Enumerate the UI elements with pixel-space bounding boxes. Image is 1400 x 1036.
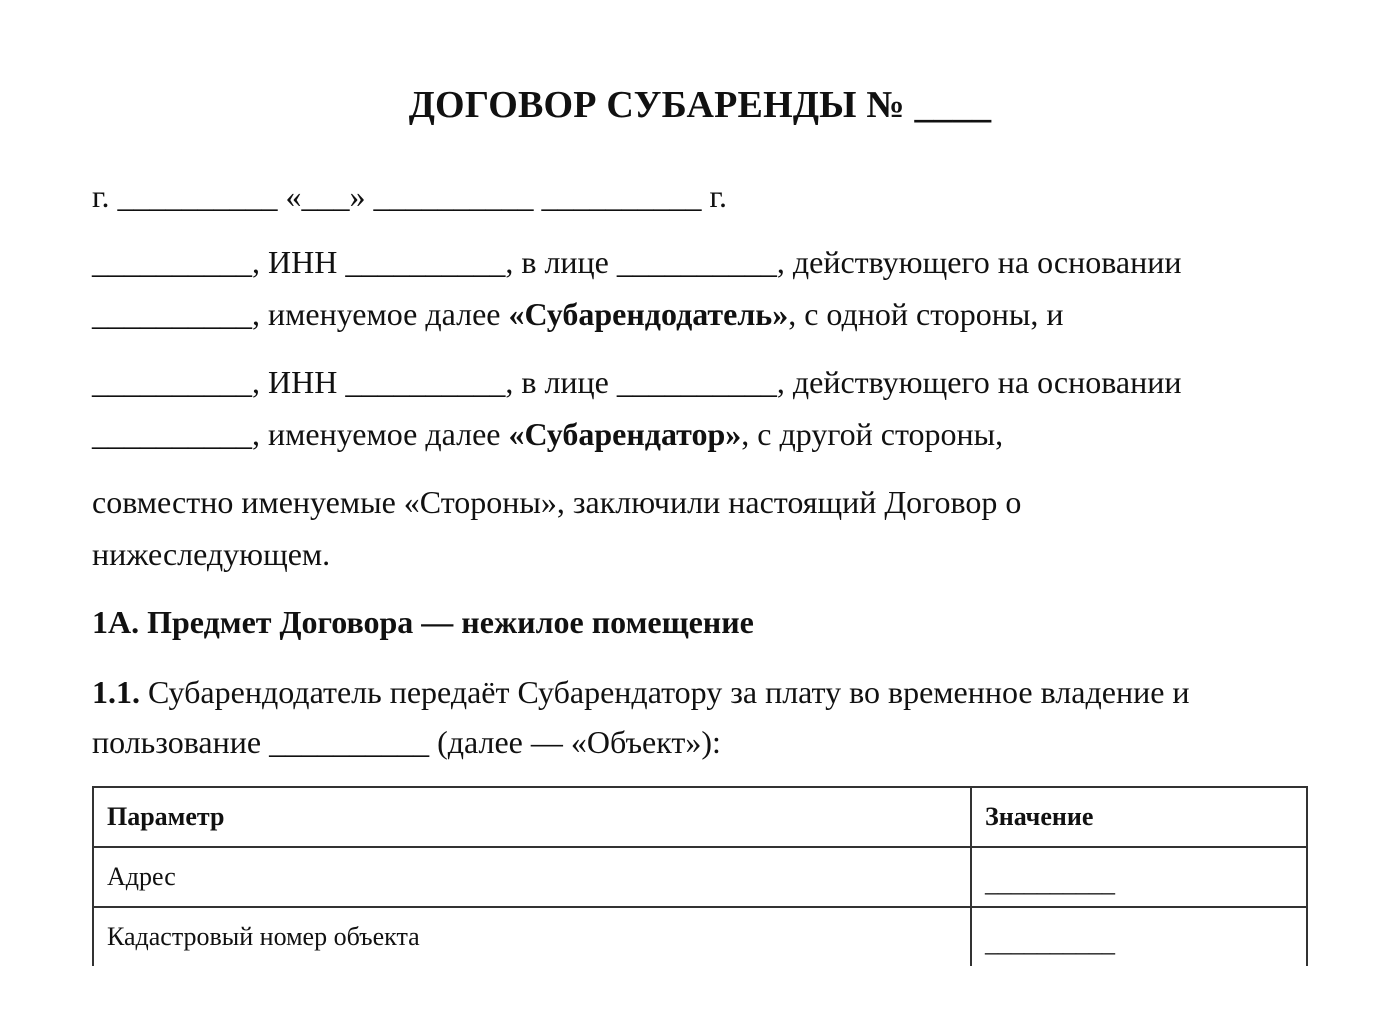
table-cell-parameter: Кадастровый номер объекта [94, 908, 972, 966]
party1-line2-pre: __________, именуемое далее [92, 296, 509, 332]
party1-role: «Субарендодатель» [508, 296, 789, 332]
party1-line2-post: , с одной стороны, и [788, 296, 1064, 332]
clause-1-1-number: 1.1. [92, 674, 140, 710]
party2-line2-post: , с другой стороны, [741, 416, 1004, 452]
table-row [94, 908, 1306, 966]
party2-role: «Субарендатор» [508, 416, 742, 452]
clause-1-1-text: Субарендодатель передаёт Субарендатору за плату во временное владение и [140, 674, 1190, 710]
preamble-line1: совместно именуемые «Стороны», заключили настоящий Договор о [92, 484, 1022, 520]
table-cell-parameter: Адрес [94, 848, 972, 906]
table-cell-value: __________ [985, 868, 1115, 897]
preamble-line2: нижеследующем. [92, 536, 331, 572]
party2-line2-pre: __________, именуемое далее [92, 416, 509, 452]
table-header-parameter: Параметр [94, 788, 972, 846]
table-header-value: Значение [985, 802, 1094, 831]
table-header-row [94, 788, 1306, 848]
document-title: ДОГОВОР СУБАРЕНДЫ № ____ [408, 84, 992, 126]
object-parameters-table [92, 786, 1308, 966]
table-row [94, 848, 1306, 908]
clause-1-1-line1 [92, 672, 1190, 712]
table-cell-value: __________ [985, 928, 1115, 957]
section-1a-heading: 1А. Предмет Договора — нежилое помещение [92, 604, 754, 640]
place-date-line: г. __________ «___» __________ __________ г. [92, 178, 728, 214]
party1-line1: __________, ИНН __________, в лице __________, действующего на основании [92, 244, 1182, 280]
clause-1-1-line2: пользование __________ (далее — «Объект»): [92, 724, 721, 760]
party2-line1: __________, ИНН __________, в лице __________, действующего на основании [92, 364, 1182, 400]
party1-line2 [92, 294, 1064, 334]
party2-line2 [92, 414, 1003, 454]
